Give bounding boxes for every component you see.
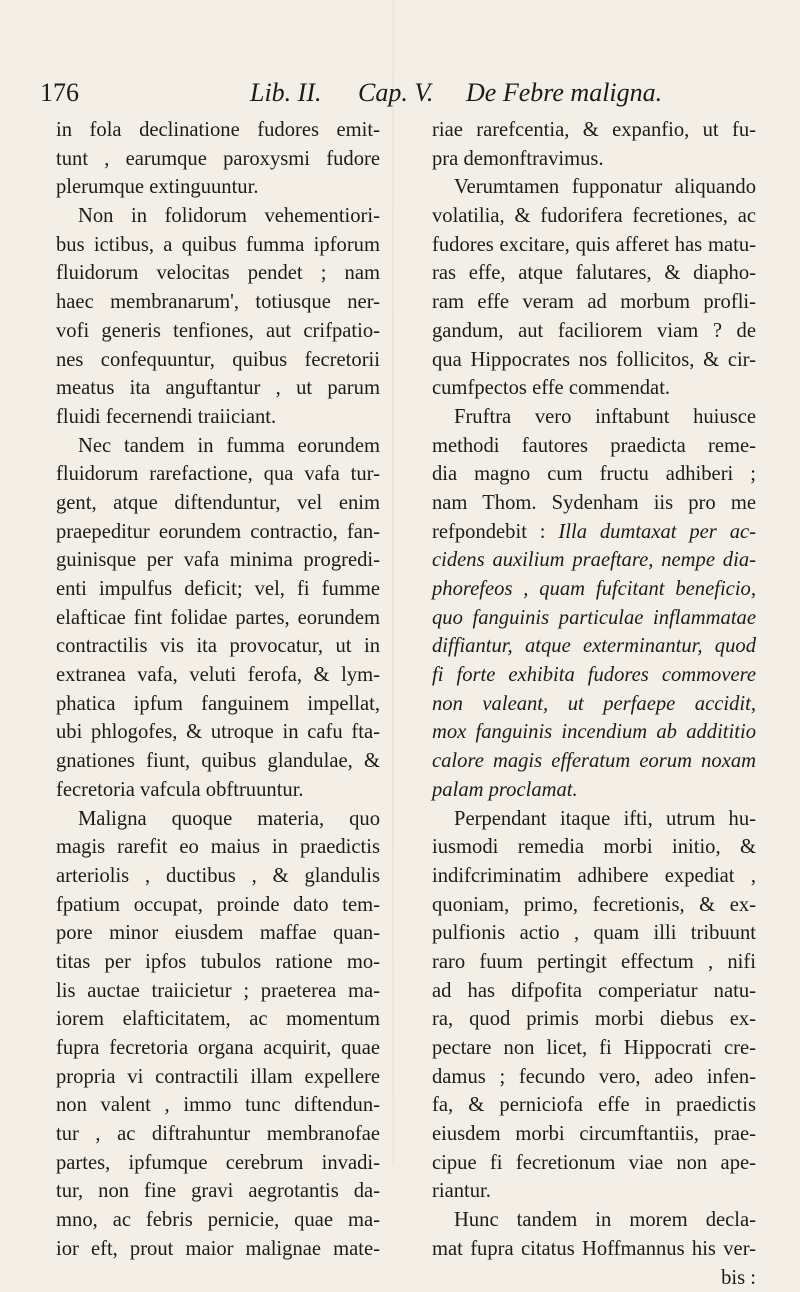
text-line: propria vi contractili illam expellere <box>56 1063 380 1092</box>
text-line: Fruftra vero inftabunt huiusce <box>432 403 756 432</box>
text-line: pra demonftravimus. <box>432 145 756 174</box>
text-line: tur, non fine gravi aegrotantis da- <box>56 1177 380 1206</box>
text-line: dia magno cum fructu adhiberi ; <box>432 460 756 489</box>
text-line: eiusdem morbi circumftantiis, prae- <box>432 1120 756 1149</box>
text-line: ra, quod primis morbi diebus ex- <box>432 1005 756 1034</box>
text-line: ior eft, prout maior malignae mate- <box>56 1235 380 1264</box>
text-line: fluidorum rarefactione, qua vafa tur- <box>56 460 380 489</box>
text-line: ubi phlogofes, & utroque in cafu fta- <box>56 718 380 747</box>
text-line: riae rarefcentia, & expanfio, ut fu- <box>432 116 756 145</box>
text-line: nam Thom. Sydenham iis pro me <box>432 489 756 518</box>
text-line: bus ictibus, a quibus fumma ipforum <box>56 231 380 260</box>
text-line: fluidorum velocitas pendet ; nam <box>56 259 380 288</box>
text-line: bis : <box>432 1264 756 1292</box>
text-line: phorefeos , quam fufcitant beneficio, <box>432 575 756 604</box>
text-line: extranea vafa, veluti ferofa, & lym- <box>56 661 380 690</box>
text-line: guinisque per vafa minima progredi- <box>56 546 380 575</box>
text-line: arteriolis , ductibus , & glandulis <box>56 862 380 891</box>
text-line: riantur. <box>432 1177 756 1206</box>
text-line: quoniam, primo, fecretionis, & ex- <box>432 891 756 920</box>
text-line: enti impulfus deficit; vel, fi fumme <box>56 575 380 604</box>
text-line: mno, ac febris pernicie, quae ma- <box>56 1206 380 1235</box>
text-line: pulfionis actio , quam illi tribuunt <box>432 919 756 948</box>
text-line: non valent , immo tunc diftendun- <box>56 1091 380 1120</box>
page-number: 176 <box>40 78 79 108</box>
text-line: ras effe, atque falutares, & diapho- <box>432 259 756 288</box>
text-line: palam proclamat. <box>432 776 756 805</box>
text-line: gent, atque diftenduntur, vel enim <box>56 489 380 518</box>
running-header <box>40 78 760 110</box>
text-line: Nec tandem in fumma eorundem <box>56 432 380 461</box>
text-line: gnationes fiunt, quibus glandulae, & <box>56 747 380 776</box>
text-line: contractilis vis ita provocatur, ut in <box>56 632 380 661</box>
text-line: nes confequuntur, quibus fecretorii <box>56 346 380 375</box>
text-line: fupra fecretoria organa acquirit, quae <box>56 1034 380 1063</box>
text-line: lis auctae traiicietur ; praeterea ma- <box>56 977 380 1006</box>
text-line: calore magis efferatum eorum noxam <box>432 747 756 776</box>
right-text-column <box>432 116 756 1292</box>
text-line: Hunc tandem in morem decla- <box>432 1206 756 1235</box>
text-line: gandum, aut faciliorem viam ? de <box>432 317 756 346</box>
text-line: non valeant, ut perfaepe accidit, <box>432 690 756 719</box>
text-line: fa, & perniciofa effe in praedictis <box>432 1091 756 1120</box>
text-line: Verumtamen fupponatur aliquando <box>432 173 756 202</box>
text-line: cumfpectos effe commendat. <box>432 374 756 403</box>
left-text-column <box>56 116 380 1264</box>
text-line: damus ; fecundo vero, adeo infen- <box>432 1063 756 1092</box>
text-line: mat fupra citatus Hoffmannus his ver- <box>432 1235 756 1264</box>
text-line: titas per ipfos tubulos ratione mo- <box>56 948 380 977</box>
text-line: mox fanguinis incendium ab addititio <box>432 718 756 747</box>
text-line: cipue fi fecretionum viae non ape- <box>432 1149 756 1178</box>
running-title: De Febre maligna. <box>466 78 662 108</box>
text-line: fluidi fecernendi traiiciant. <box>56 403 380 432</box>
text-line: pore minor eiusdem maffae quan- <box>56 919 380 948</box>
text-line: vofi generis tenfiones, aut crifpatio- <box>56 317 380 346</box>
text-line: tunt , earumque paroxysmi fudore <box>56 145 380 174</box>
chapter-reference: Cap. V. <box>358 78 433 108</box>
text-line: tur , ac diftrahuntur membranofae <box>56 1120 380 1149</box>
text-line: volatilia, & fudorifera fecretiones, ac <box>432 202 756 231</box>
text-line: phatica ipfum fanguinem impellat, <box>56 690 380 719</box>
text-line: pectare non licet, fi Hippocrati cre- <box>432 1034 756 1063</box>
text-line: Non in folidorum vehementiori- <box>56 202 380 231</box>
text-line: fi forte exhibita fudores commovere <box>432 661 756 690</box>
text-line: methodi fautores praedicta reme- <box>432 432 756 461</box>
text-line: iusmodi remedia morbi initio, & <box>432 833 756 862</box>
text-line: fudores excitare, quis afferet has matu- <box>432 231 756 260</box>
text-line: plerumque extinguuntur. <box>56 173 380 202</box>
text-line: raro fuum pertingit effectum , nifi <box>432 948 756 977</box>
gutter-shadow <box>392 0 394 1166</box>
text-line: diffiantur, atque exterminantur, quod <box>432 632 756 661</box>
text-line: haec membranarum', totiusque ner- <box>56 288 380 317</box>
text-line: fpatium occupat, proinde dato tem- <box>56 891 380 920</box>
text-line: ram effe veram ad morbum profli- <box>432 288 756 317</box>
text-line: indifcriminatim adhibere expediat , <box>432 862 756 891</box>
text-line: Maligna quoque materia, quo <box>56 805 380 834</box>
text-line: iorem elafticitatem, ac momentum <box>56 1005 380 1034</box>
quotation-fragment: Illa dumtaxat per ac- <box>558 521 756 543</box>
text-line: magis rarefit eo maius in praedictis <box>56 833 380 862</box>
text-fragment: refpondebit : <box>432 521 558 543</box>
text-line <box>432 518 756 547</box>
text-line: elafticae fint folidae partes, eorundem <box>56 604 380 633</box>
text-line: qua Hippocrates nos follicitos, & cir- <box>432 346 756 375</box>
text-line: praepeditur eorundem contractio, fan- <box>56 518 380 547</box>
text-line: quo fanguinis particulae inflammatae <box>432 604 756 633</box>
text-line: partes, ipfumque cerebrum invadi- <box>56 1149 380 1178</box>
text-line: meatus ita anguftantur , ut parum <box>56 374 380 403</box>
text-line: cidens auxilium praeftare, nempe dia- <box>432 546 756 575</box>
text-line: fecretoria vafcula obftruuntur. <box>56 776 380 805</box>
text-line: ad has difpofita comperiatur natu- <box>432 977 756 1006</box>
text-line: Perpendant itaque ifti, utrum hu- <box>432 805 756 834</box>
text-line: in fola declinatione fudores emit- <box>56 116 380 145</box>
book-reference: Lib. II. <box>250 78 322 108</box>
